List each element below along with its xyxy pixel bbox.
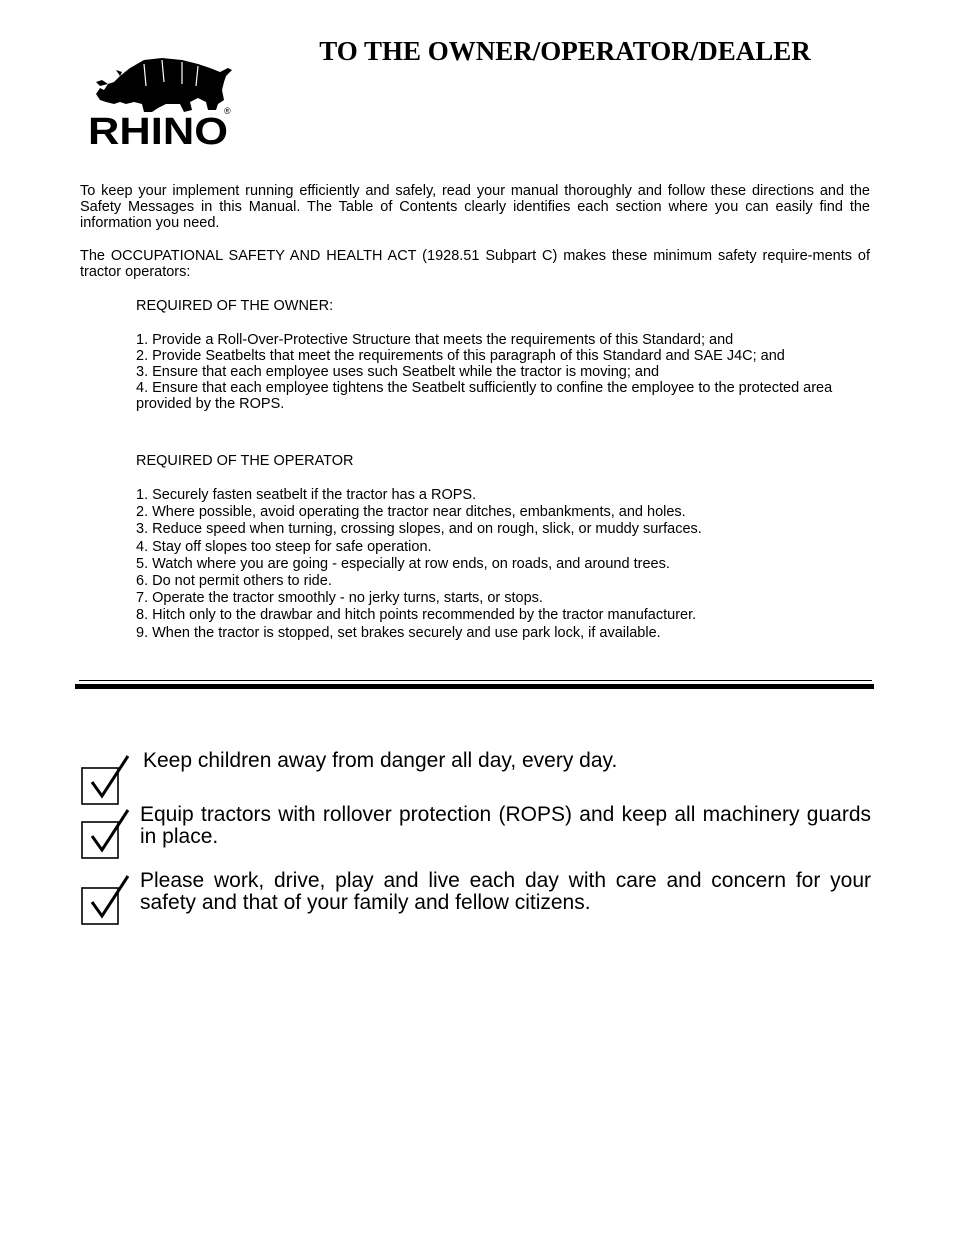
checkbox-check-icon (80, 752, 132, 808)
list-item: 2. Where possible, avoid operating the tractor near ditches, embankments, and holes. (136, 504, 686, 521)
safety-check-text: Keep children away from danger all day, every day. (143, 749, 618, 772)
safety-check-text: Please work, drive, play and live each day with care and concern for your safety and that of your family and fellow citizens. (140, 869, 871, 914)
list-item: 7. Operate the tractor smoothly - no jerky turns, starts, or stops. (136, 590, 543, 607)
trademark-mark: ® (224, 106, 231, 116)
operator-requirements-list (136, 487, 866, 642)
owner-requirements-heading: REQUIRED OF THE OWNER: (136, 298, 334, 314)
logo-wordmark: RHINO (88, 111, 228, 148)
checkbox-check-icon (80, 872, 132, 928)
list-item: 3. Reduce speed when turning, crossing slopes, and on rough, slick, or muddy surfaces. (136, 521, 702, 538)
list-item: 4. Ensure that each employee tightens the Seatbelt sufficiently to confine the employee to the protected area provided by the ROPS. (136, 380, 833, 412)
rhino-logo-icon (86, 52, 238, 148)
list-item: 9. When the tractor is stopped, set brakes securely and use park lock, if available. (136, 624, 661, 641)
list-item: 5. Watch where you are going - especially at row ends, on roads, and around trees. (136, 555, 670, 572)
checkbox-check-icon (80, 806, 132, 862)
list-item: 8. Hitch only to the drawbar and hitch points recommended by the tractor manufacturer. (136, 607, 697, 624)
list-item: 2. Provide Seatbelts that meet the requirements of this paragraph of this Standard and SAE J4C; and (136, 348, 785, 364)
section-divider-thin (79, 680, 872, 681)
operator-requirements-heading: REQUIRED OF THE OPERATOR (136, 453, 354, 469)
list-item: 1. Provide a Roll-Over-Protective Structure that meets the requirements of this Standard; and (136, 332, 734, 348)
list-item: 3. Ensure that each employee uses such Seatbelt while the tractor is moving; and (136, 364, 660, 380)
osha-paragraph: The OCCUPATIONAL SAFETY AND HEALTH ACT (1928.51 Subpart C) makes these minimum safety require-ments of tractor operators: (80, 248, 870, 280)
list-item: 1. Securely fasten seatbelt if the tractor has a ROPS. (136, 487, 477, 503)
section-divider-thick (75, 684, 874, 689)
page-title: TO THE OWNER/OPERATOR/DEALER (319, 36, 811, 66)
list-item: 6. Do not permit others to ride. (136, 573, 332, 590)
list-item: 4. Stay off slopes too steep for safe operation. (136, 538, 432, 555)
intro-paragraph: To keep your implement running efficiently and safely, read your manual thoroughly and follow these directions and the Safety Messages in this Manual. The Table of Contents clearly identifies each section where you can easily find the information you need. (80, 183, 870, 231)
owner-requirements-list (136, 332, 866, 412)
safety-check-text: Equip tractors with rollover protection (ROPS) and keep all machinery guards in place. (140, 803, 871, 848)
